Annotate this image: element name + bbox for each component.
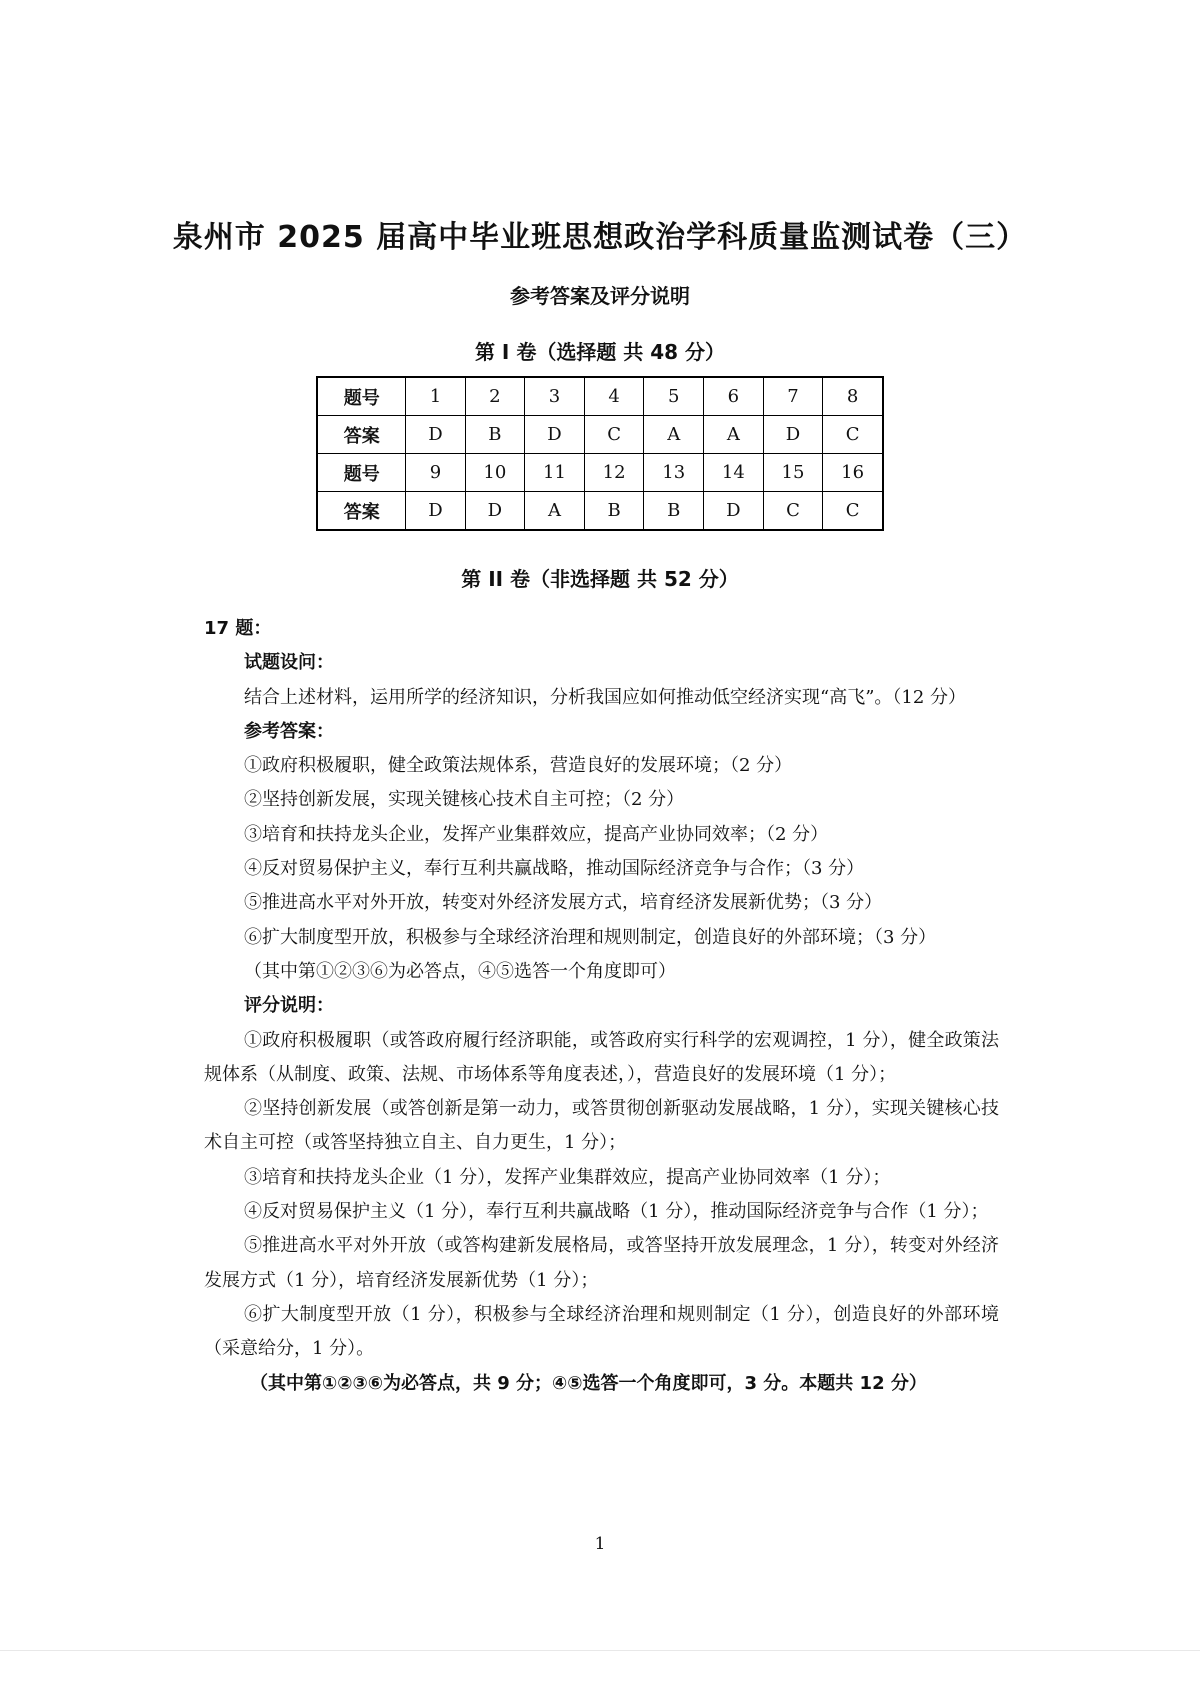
question-cell: 9 <box>406 454 465 492</box>
question-cell: 5 <box>644 377 704 416</box>
question-17-content <box>204 612 999 1401</box>
scoring-label: 评分说明： <box>244 995 334 1017</box>
row-label-answer: 答案 <box>317 492 406 531</box>
row-label-question: 题号 <box>317 377 406 416</box>
page-divider <box>0 1650 1200 1651</box>
answer-cell: C <box>584 416 644 454</box>
answer-cell: A <box>704 416 764 454</box>
reference-answer-item: ⑤推进高水平对外开放，转变对外经济发展方式，培育经济发展新优势；（3 分） <box>244 892 883 914</box>
question-cell: 16 <box>823 454 883 492</box>
reference-answer-item: ①政府积极履职，健全政策法规体系，营造良好的发展环境；（2 分） <box>244 755 793 777</box>
reference-answer-note: （其中第①②③⑥为必答点，④⑤选答一个角度即可） <box>244 960 676 982</box>
question-cell: 7 <box>763 377 823 416</box>
answer-table <box>316 376 884 531</box>
question-row-1 <box>317 377 883 416</box>
prompt-text: 结合上述材料，运用所学的经济知识，分析我国应如何推动低空经济实现“高飞”。（12 分） <box>244 686 967 708</box>
document-subtitle: 参考答案及评分说明 <box>510 284 690 308</box>
row-label-question: 题号 <box>317 454 406 492</box>
reference-answer-item: ⑥扩大制度型开放，积极参与全球经济治理和规则制定，创造良好的外部环境；（3 分） <box>244 926 937 948</box>
question-cell: 4 <box>584 377 644 416</box>
answer-cell: D <box>406 492 465 531</box>
final-scoring-note: （其中第①②③⑥为必答点，共 9 分；④⑤选答一个角度即可，3 分。本题共 12 分） <box>250 1372 927 1394</box>
answer-cell: D <box>763 416 823 454</box>
document-title: 泉州市 2025 届高中毕业班思想政治学科质量监测试卷（三） <box>172 220 1028 255</box>
reference-answer-item: ③培育和扶持龙头企业，发挥产业集群效应，提高产业协同效率；（2 分） <box>244 823 829 845</box>
prompt-label: 试题设问： <box>244 652 334 674</box>
scoring-item: ④反对贸易保护主义（1 分），奉行互利共赢战略（1 分），推动国际经济竞争与合作（1 分）； <box>244 1201 989 1223</box>
scoring-item: ①政府积极履职（或答政府履行经济职能，或答政府实行科学的宏观调控，1 分），健全政策法规体系（从制度、政策、法规、市场体系等角度表述，），营造良好的发展环境（1 分）； <box>204 1029 999 1085</box>
question-cell: 11 <box>525 454 585 492</box>
scoring-item: ⑤推进高水平对外开放（或答构建新发展格局，或答坚持开放发展理念，1 分），转变对外经济发展方式（1 分），培育经济发展新优势（1 分）； <box>204 1235 999 1291</box>
answer-cell: C <box>823 416 883 454</box>
answer-cell: D <box>406 416 465 454</box>
reference-answer-item: ②坚持创新发展，实现关键核心技术自主可控；（2 分） <box>244 789 685 811</box>
reference-answer-item: ④反对贸易保护主义，奉行互利共赢战略，推动国际经济竞争与合作；（3 分） <box>244 858 865 880</box>
section-2-title: 第 II 卷（非选择题 共 52 分） <box>461 567 739 591</box>
question-cell: 3 <box>525 377 585 416</box>
answer-cell: D <box>525 416 585 454</box>
question-cell: 1 <box>406 377 465 416</box>
answer-row-1 <box>317 416 883 454</box>
question-cell: 10 <box>465 454 525 492</box>
question-cell: 15 <box>763 454 823 492</box>
page-number: 1 <box>594 1534 606 1554</box>
answer-cell: B <box>584 492 644 531</box>
question-cell: 12 <box>584 454 644 492</box>
question-cell: 13 <box>644 454 704 492</box>
row-label-answer: 答案 <box>317 416 406 454</box>
reference-answer-label: 参考答案： <box>244 720 334 742</box>
answer-cell: B <box>644 492 704 531</box>
question-row-2 <box>317 454 883 492</box>
question-cell: 6 <box>704 377 764 416</box>
answer-row-2 <box>317 492 883 531</box>
answer-cell: C <box>763 492 823 531</box>
scoring-item: ⑥扩大制度型开放（1 分），积极参与全球经济治理和规则制定（1 分），创造良好的外部环境（采意给分，1 分）。 <box>204 1303 999 1360</box>
answer-cell: D <box>704 492 764 531</box>
answer-cell: A <box>644 416 704 454</box>
answer-cell: A <box>525 492 585 531</box>
question-cell: 8 <box>823 377 883 416</box>
question-cell: 14 <box>704 454 764 492</box>
scoring-item: ③培育和扶持龙头企业（1 分），发挥产业集群效应，提高产业协同效率（1 分）； <box>244 1166 891 1188</box>
scoring-item: ②坚持创新发展（或答创新是第一动力，或答贯彻创新驱动发展战略，1 分），实现关键核心技术自主可控（或答坚持独立自主、自力更生，1 分）； <box>204 1098 999 1154</box>
answer-cell: B <box>465 416 525 454</box>
question-number: 17 题： <box>204 618 272 639</box>
section-1-title: 第 I 卷（选择题 共 48 分） <box>474 340 726 364</box>
answer-cell: C <box>823 492 883 531</box>
question-cell: 2 <box>465 377 525 416</box>
answer-cell: D <box>465 492 525 531</box>
